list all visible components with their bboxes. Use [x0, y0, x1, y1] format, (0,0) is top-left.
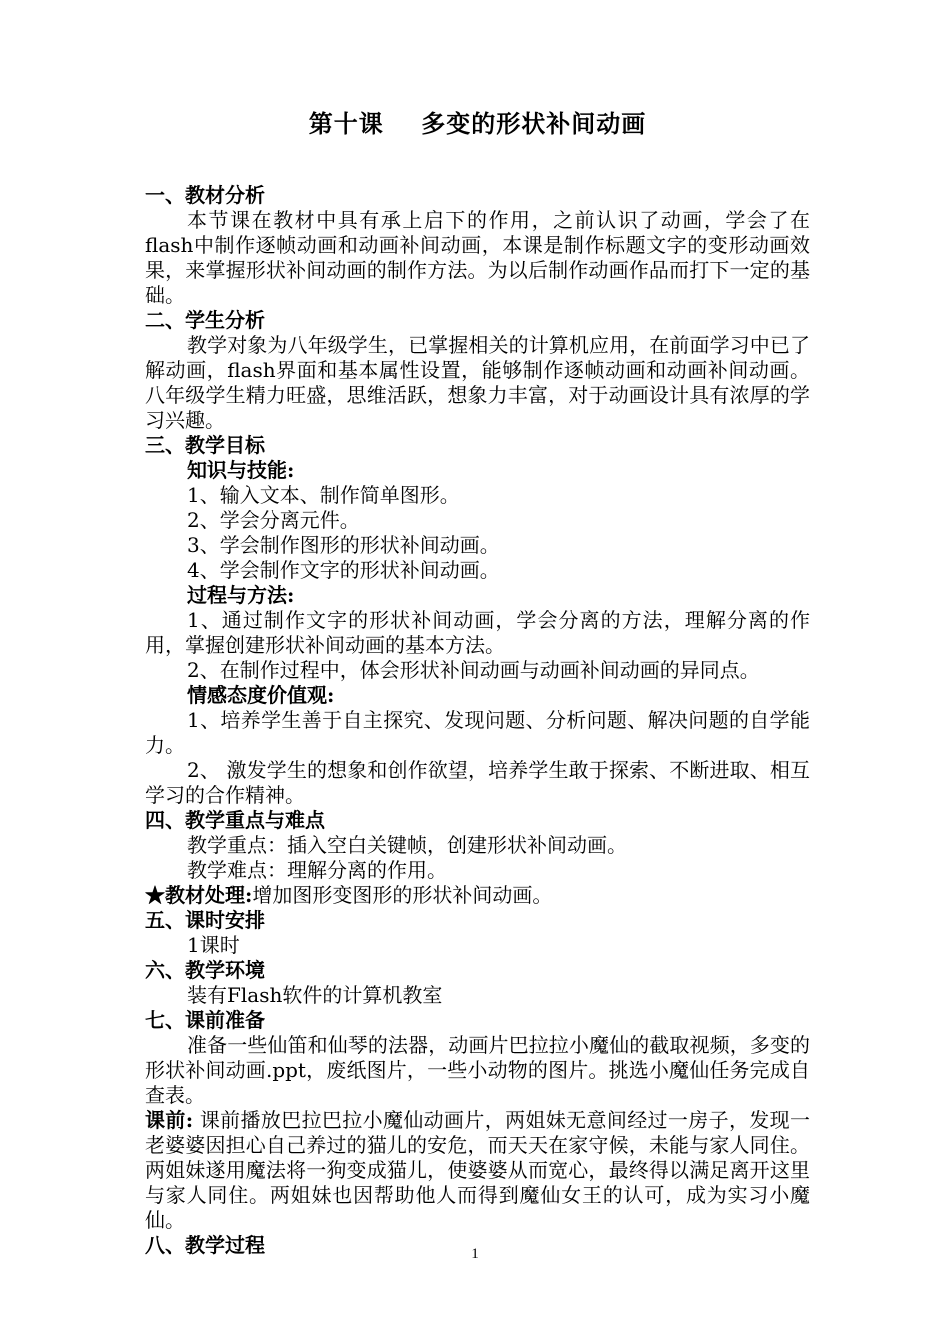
list-item: 2、学会分离元件。: [187, 508, 360, 532]
material-handling: [145, 883, 810, 908]
paragraph: 装有Flash软件的计算机教室: [187, 983, 443, 1007]
section-heading: 二、学生分析: [145, 308, 265, 332]
difficult-point: 教学难点：理解分离的作用。: [187, 858, 447, 882]
key-point: 教学重点：插入空白关键帧，创建形状补间动画。: [187, 833, 627, 857]
list-item: 1、培养学生善于自主探究、发现问题、分析问题、解决问题的自学能力。: [145, 708, 810, 757]
pre-class-label: 课前:: [145, 1108, 194, 1132]
pre-class-text: 课前播放巴拉巴拉小魔仙动画片，两姐妹无意间经过一房子，发现一老婆婆因担心自己养过的猫儿的安危，而天天在家守候，未能与家人同住。两姐妹遂用魔法将一狗变成猫儿，使婆婆从而宽心，最终得以满足离开这里与家人同住。两姐妹也因帮助他人而得到魔仙女王的认可，成为实习小魔仙。: [145, 1108, 811, 1232]
paragraph: 教学对象为八年级学生，已掌握相关的计算机应用，在前面学习中已了解动画，flash界面和基本属性设置，能够制作逐帧动画和动画补间动画。八年级学生精力旺盛，思维活跃，想象力丰富，对于动画设计具有浓厚的学习兴趣。: [145, 333, 810, 432]
material-handling-label: ★教材处理:: [145, 883, 253, 907]
list-item: 2、在制作过程中，体会形状补间动画与动画补间动画的异同点。: [187, 658, 760, 682]
list-item: 1、通过制作文字的形状补间动画，学会分离的方法，理解分离的作用，掌握创建形状补间动画的基本方法。: [145, 608, 810, 657]
section-heading: 四、教学重点与难点: [145, 808, 325, 832]
list-item: 1、输入文本、制作简单图形。: [187, 483, 460, 507]
pre-class-paragraph: [145, 1108, 810, 1233]
paragraph: 1课时: [187, 933, 240, 957]
list-item: 4、学会制作文字的形状补间动画。: [187, 558, 500, 582]
material-handling-text: 增加图形变图形的形状补间动画。: [252, 883, 553, 907]
lesson-title: 第十课 多变的形状补间动画: [308, 109, 647, 138]
page-number: 1: [471, 1246, 479, 1262]
list-item: 3、学会制作图形的形状补间动画。: [187, 533, 500, 557]
subheading: 情感态度价值观:: [187, 683, 335, 707]
section-heading: 五、课时安排: [145, 908, 265, 932]
list-item: 2、 激发学生的想象和创作欲望，培养学生敢于探索、不断进取、相互学习的合作精神。: [145, 758, 810, 807]
subheading: 知识与技能:: [187, 458, 295, 482]
paragraph: 本节课在教材中具有承上启下的作用，之前认识了动画，学会了在flash中制作逐帧动画和动画补间动画，本课是制作标题文字的变形动画效果，来掌握形状补间动画的制作方法。为以后制作动画作品而打下一定的基础。: [145, 208, 810, 307]
section-heading: 八、教学过程: [145, 1233, 265, 1257]
paragraph: 准备一些仙笛和仙琴的法器，动画片巴拉拉小魔仙的截取视频，多变的形状补间动画.ppt，废纸图片，一些小动物的图片。挑选小魔仙任务完成自查表。: [145, 1033, 810, 1107]
document-page: [145, 104, 810, 1258]
section-heading: 七、课前准备: [145, 1008, 265, 1032]
section-heading: 六、教学环境: [145, 958, 265, 982]
section-heading: 三、教学目标: [145, 433, 265, 457]
section-heading: 一、教材分析: [145, 183, 265, 207]
subheading: 过程与方法:: [187, 583, 295, 607]
